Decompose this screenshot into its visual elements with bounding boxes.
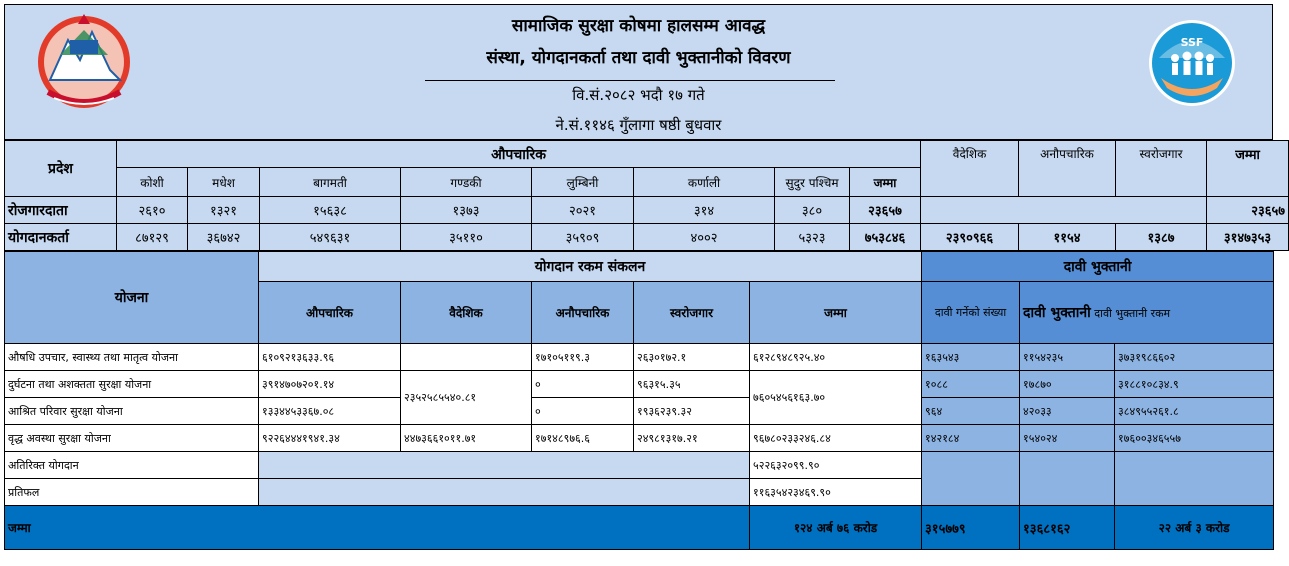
- formal-header: औपचारिक: [117, 141, 921, 168]
- report-title-line2: संस्था, योगदानकर्ता तथा दावी भुक्तानीको विवरण: [486, 48, 791, 68]
- province-bagmati: बागमती: [260, 168, 401, 197]
- scheme-name: वृद्ध अवस्था सुरक्षा योजना: [5, 425, 259, 452]
- foreign-header: वैदेशिक: [921, 141, 1019, 197]
- formal-amount: १३३४४५३३६७.०८: [259, 398, 401, 425]
- col-self-employed: स्वरोजगार: [634, 282, 750, 344]
- informal-amount: १७१४८९७६.६: [532, 425, 634, 452]
- footer-total-row: [5, 506, 1274, 550]
- return-empty: [259, 479, 750, 506]
- extra-contribution-total: ५२२६३२०९९.९०: [750, 452, 922, 479]
- contributors-madhesh: ३६७४२: [188, 224, 260, 251]
- total-amount: ६१२८९४८९२५.४०: [750, 344, 922, 371]
- formal-amount: ३९१४७०७२०१.१४: [259, 371, 401, 398]
- claim-paid-count: १७८७०: [1020, 371, 1115, 398]
- collection-header: योगदान रकम संकलन: [259, 252, 922, 282]
- employers-madhesh: १३२१: [188, 197, 260, 224]
- employers-row: [5, 197, 1289, 224]
- foreign-amount-merged: २३५२५८५५४०.८१: [401, 371, 532, 425]
- grand-total-header: जम्मा: [1207, 141, 1289, 197]
- employers-formal-total: २३६५७: [850, 197, 921, 224]
- employers-lumbini: २०२१: [532, 197, 634, 224]
- footer-total-amount: १२४ अर्ब ७६ करोड: [750, 506, 922, 550]
- col-informal: अनौपचारिक: [532, 282, 634, 344]
- report-title-line1: सामाजिक सुरक्षा कोषमा हालसम्म आवद्ध: [511, 16, 766, 36]
- employers-koshi: २६१०: [117, 197, 188, 224]
- footer-total-label: जम्मा: [5, 506, 750, 550]
- informal-header: अनौपचारिक: [1019, 141, 1116, 197]
- self-employed-header: स्वरोजगार: [1116, 141, 1207, 197]
- claimants-count: १४२१८४: [922, 425, 1020, 452]
- claimants-count: १६३५४३: [922, 344, 1020, 371]
- foreign-amount: ४४७३६६१०११.७१: [401, 425, 532, 452]
- extra-empty: [259, 452, 750, 479]
- claim-amount: ३८४९५५२६१.८: [1115, 398, 1274, 425]
- contributors-lumbini: ३५९०९: [532, 224, 634, 251]
- scheme-row-medical: [5, 344, 1274, 371]
- total-amount: ९६७८०२३३२४६.८४: [750, 425, 922, 452]
- province-lumbini: लुम्बिनी: [532, 168, 634, 197]
- employers-bagmati: १५६३८: [260, 197, 401, 224]
- employers-gandaki: १३७३: [401, 197, 532, 224]
- footer-claimants: ३१५७७९: [922, 506, 1020, 550]
- informal-amount: ०: [532, 371, 634, 398]
- summary-table: [4, 140, 1289, 251]
- scheme-table: [4, 251, 1274, 550]
- self-employed-amount: २४९८१३१७.२१: [634, 425, 750, 452]
- contributors-label: योगदानकर्ता: [5, 224, 117, 251]
- self-employed-amount: ९६३१५.३५: [634, 371, 750, 398]
- self-employed-amount: १९३६२३९.३२: [634, 398, 750, 425]
- contributors-self-employed: १३८७: [1116, 224, 1207, 251]
- extra-contribution-label: अतिरिक्त योगदान: [5, 452, 259, 479]
- return-total: ११६३५४२३४६९.९०: [750, 479, 922, 506]
- contributors-grand-total: ३१४७३५३: [1207, 224, 1289, 251]
- claim-amount: १७६००३४६५५७: [1115, 425, 1274, 452]
- province-karnali: कर्णाली: [634, 168, 775, 197]
- self-employed-amount: २६३०१७२.१: [634, 344, 750, 371]
- province-sudurpaschim: सुदुर पश्चिम: [775, 168, 850, 197]
- province-madhesh: मधेश: [188, 168, 260, 197]
- col-claim-amount: दावी भुक्तानी रकम: [1094, 307, 1171, 320]
- contributors-formal-total: ७५३८४६: [850, 224, 921, 251]
- claim-amount: ३१८८१०८३४.९: [1115, 371, 1274, 398]
- formal-total-header: जम्मा: [850, 168, 921, 197]
- title-divider: [425, 80, 835, 81]
- col-claimants: दावी गर्नेको संख्या: [922, 282, 1020, 344]
- extra-contribution-row: [5, 452, 1274, 479]
- claim-paid-count: १५४०२४: [1020, 425, 1115, 452]
- contributors-koshi: ८७१२९: [117, 224, 188, 251]
- employers-empty-cells: [921, 197, 1207, 224]
- employers-label: रोजगारदाता: [5, 197, 117, 224]
- col-total: जम्मा: [750, 282, 922, 344]
- informal-amount: ०: [532, 398, 634, 425]
- contributors-karnali: ४००२: [634, 224, 775, 251]
- claim-paid-count: ४२०३३: [1020, 398, 1115, 425]
- tables-area: [4, 140, 1286, 550]
- return-label: प्रतिफल: [5, 479, 259, 506]
- formal-amount: ९२२६४४४१९४१.३४: [259, 425, 401, 452]
- contributors-row: [5, 224, 1289, 251]
- employers-sudurpaschim: ३८०: [775, 197, 850, 224]
- total-amount-merged: ७६०५४५६१६३.७०: [750, 371, 922, 425]
- contributors-foreign: २३९०९६६: [921, 224, 1019, 251]
- contributors-informal: ११५४: [1019, 224, 1116, 251]
- claim-empty-2: [1020, 452, 1115, 506]
- claim-header: दावी भुक्तानी: [922, 252, 1274, 282]
- scheme-name: दुर्घटना तथा अशक्तता सुरक्षा योजना: [5, 371, 259, 398]
- col-claim-paid-bold: दावी भुक्तानी: [1023, 305, 1091, 321]
- claimants-count: १०८८: [922, 371, 1020, 398]
- date-bikram-sambat: वि.सं.२०८२ भदौ १७ गते: [572, 86, 705, 104]
- col-foreign: वैदेशिक: [401, 282, 532, 344]
- claim-empty-3: [1115, 452, 1274, 506]
- date-nepal-sambat: ने.सं.११४६ गुँलागा षष्ठी बुधवार: [555, 116, 722, 134]
- scheme-header: योजना: [5, 252, 259, 344]
- foreign-amount: [401, 344, 532, 371]
- ssf-logo-icon: [1147, 18, 1237, 108]
- employers-grand-total: २३६५७: [1207, 197, 1289, 224]
- footer-claim-paid: १३६८१६२: [1020, 506, 1115, 550]
- report-header: [4, 4, 1273, 140]
- province-header: प्रदेश: [5, 141, 117, 197]
- claim-amount: ३७३१९८६६०२: [1115, 344, 1274, 371]
- svg-text:SSF: SSF: [1180, 36, 1204, 49]
- contributors-bagmati: ५४९६३१: [260, 224, 401, 251]
- employers-karnali: ३१४: [634, 197, 775, 224]
- scheme-row-dependent-family: [5, 398, 1274, 425]
- claim-empty-1: [922, 452, 1020, 506]
- contributors-gandaki: ३५११०: [401, 224, 532, 251]
- claim-paid-count: ११५४२३५: [1020, 344, 1115, 371]
- col-claim-paid: [1020, 282, 1274, 344]
- claimants-count: ९६४: [922, 398, 1020, 425]
- province-koshi: कोशी: [117, 168, 188, 197]
- scheme-name: आश्रित परिवार सुरक्षा योजना: [5, 398, 259, 425]
- scheme-row-accident: [5, 371, 1274, 398]
- contributors-sudurpaschim: ५३२३: [775, 224, 850, 251]
- province-gandaki: गण्डकी: [401, 168, 532, 197]
- col-formal: औपचारिक: [259, 282, 401, 344]
- scheme-row-old-age: [5, 425, 1274, 452]
- formal-amount: ६१०९२१३६३३.९६: [259, 344, 401, 371]
- informal-amount: १७१०५११९.३: [532, 344, 634, 371]
- footer-claim-amount: २२ अर्ब ३ करोड: [1115, 506, 1274, 550]
- scheme-name: औषधि उपचार, स्वास्थ्य तथा मातृत्व योजना: [5, 344, 259, 371]
